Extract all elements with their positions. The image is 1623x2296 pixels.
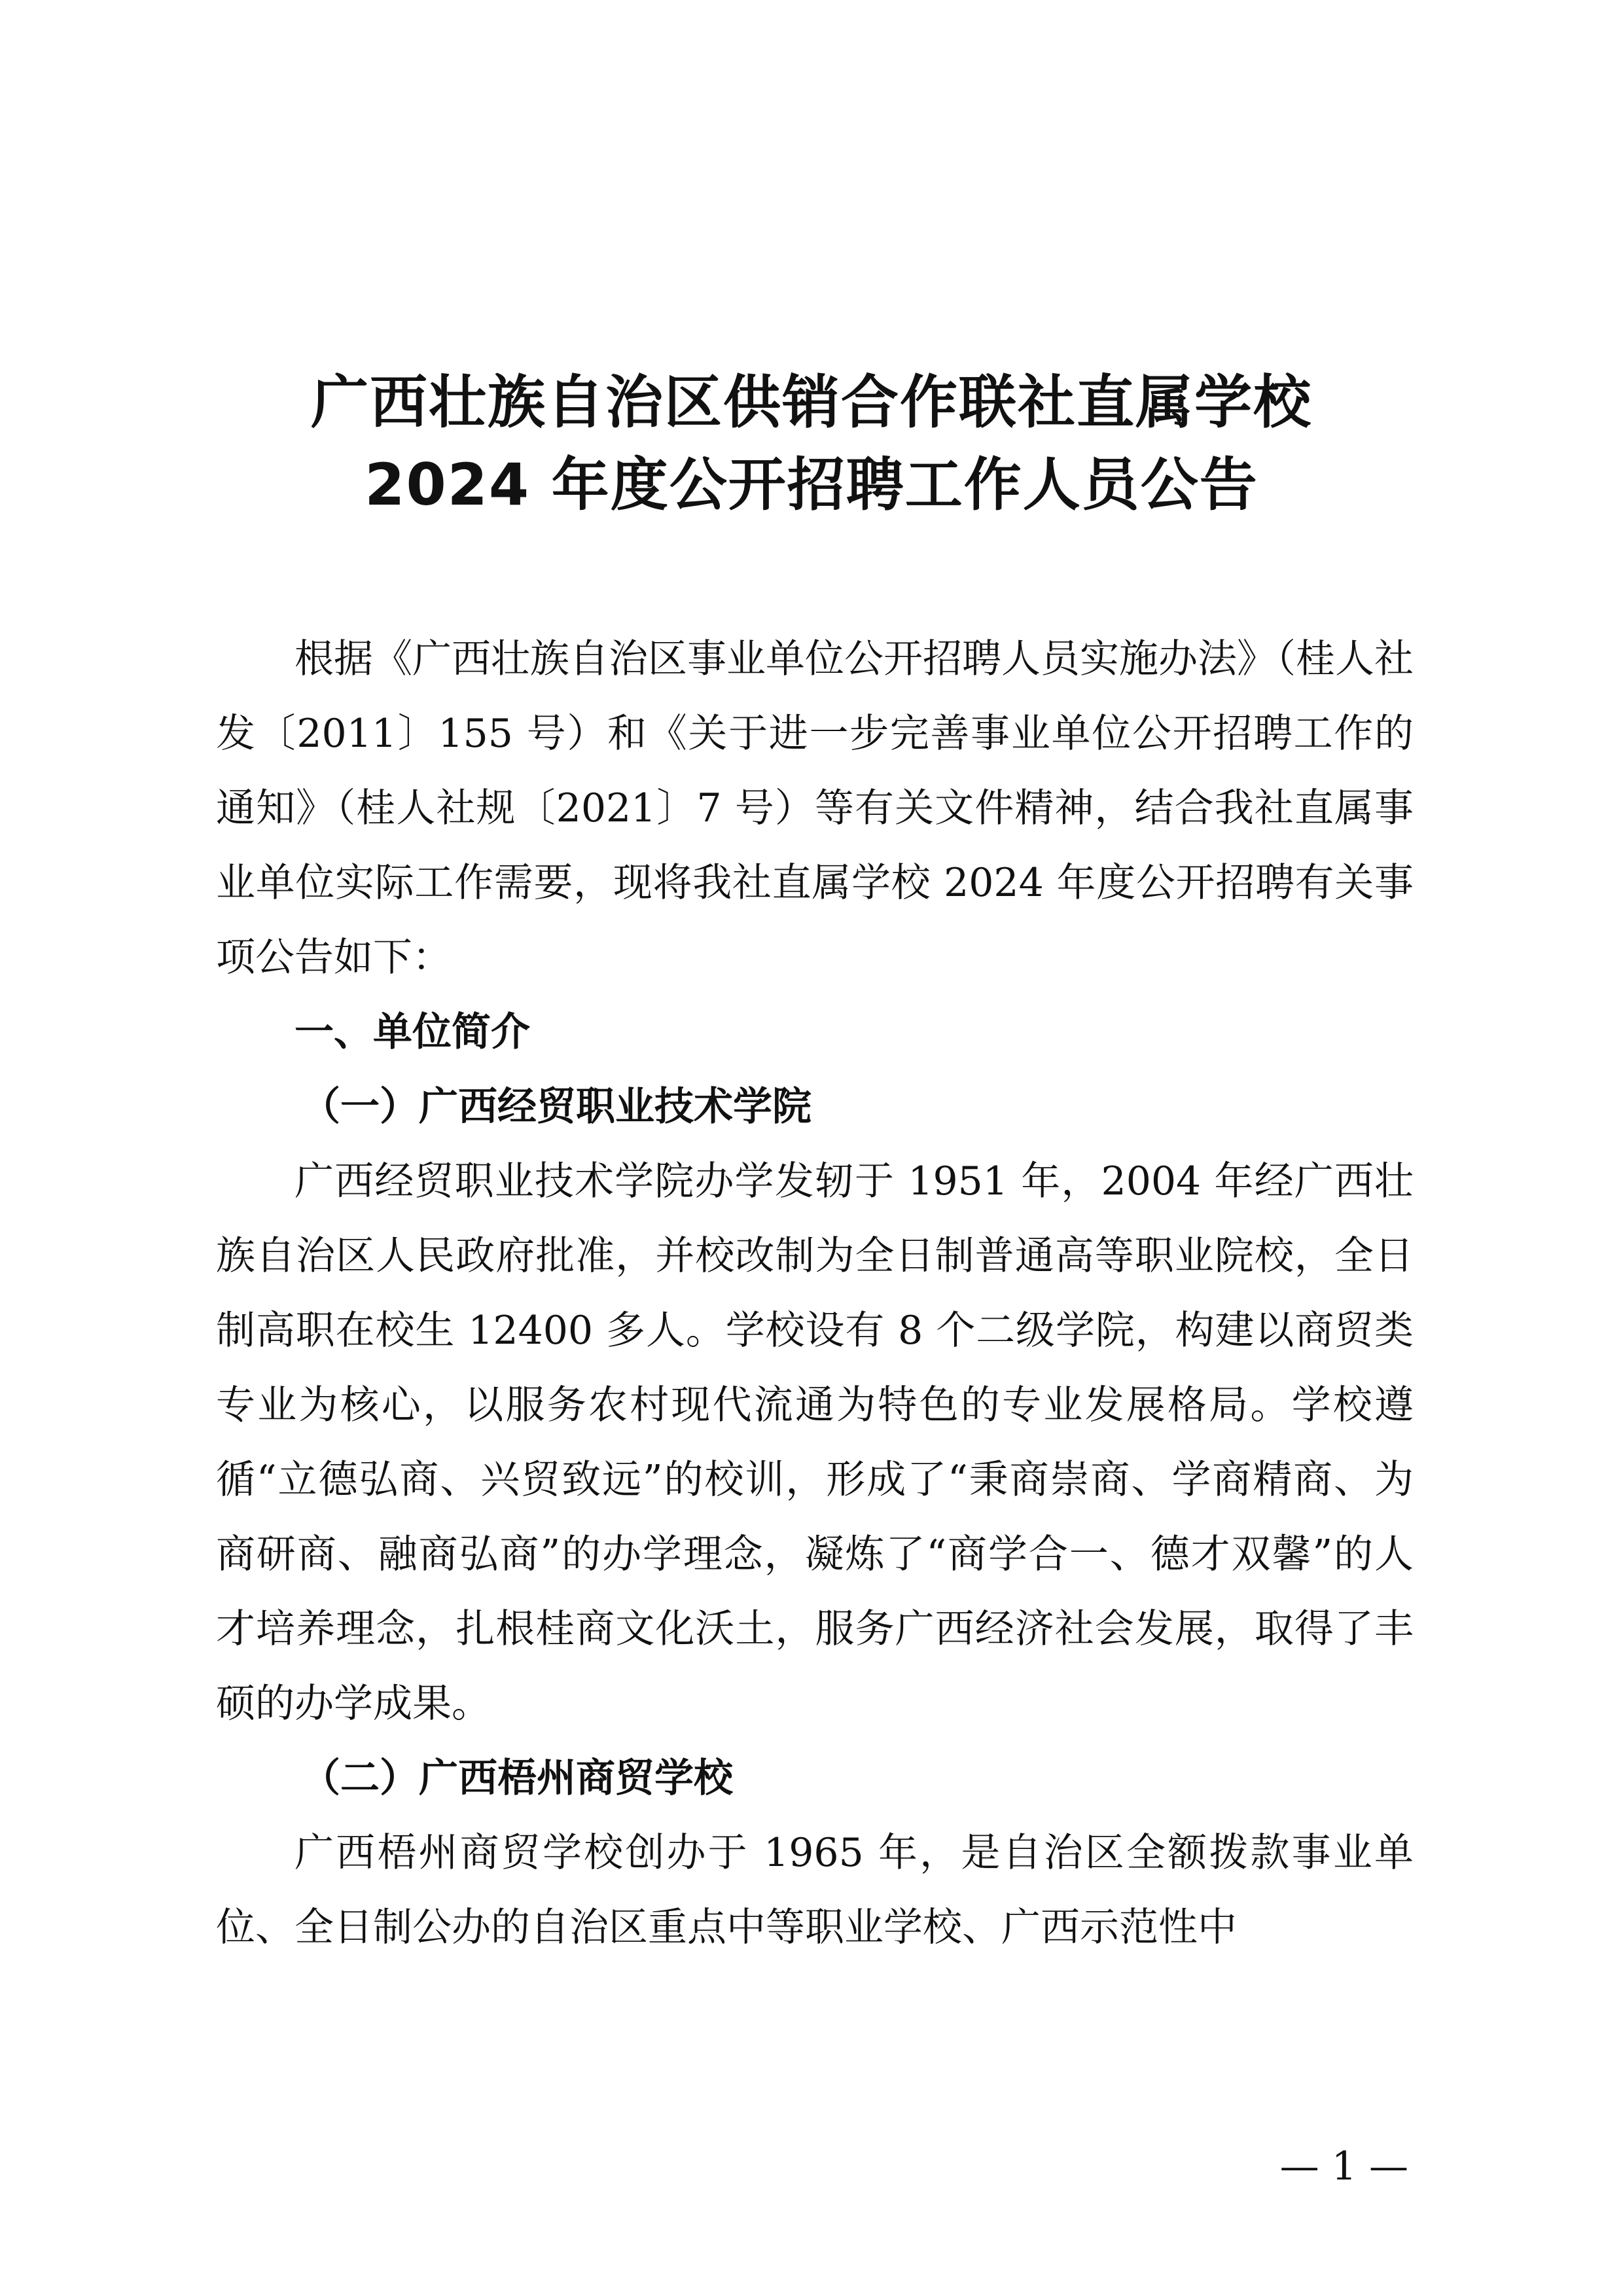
document-body bbox=[216, 622, 1414, 1965]
subsection-heading-school: （二）广西梧州商贸学校 bbox=[301, 1755, 733, 1801]
intro-paragraph: 根据《广西壮族自治区事业单位公开招聘人员实施办法》（桂人社发〔2011〕155 号）和《关于进一步完善事业单位公开招聘工作的通知》（桂人社规〔2021〕7 号）等有关文件精神，结合我社直属事业单位实际工作需要，现将我社直属学校 2024 年度公开招聘有关事项公告如下： bbox=[216, 636, 1414, 980]
document-title-line-1: 广西壮族自治区供销合作联社直属学校 bbox=[310, 368, 1312, 436]
school-paragraph: 广西梧州商贸学校创办于 1965 年，是自治区全额拨款事业单位、全日制公办的自治区重点中等职业学校、广西示范性中 bbox=[216, 1830, 1414, 1950]
page-number: — 1 — bbox=[1279, 2144, 1408, 2189]
college-paragraph: 广西经贸职业技术学院办学发轫于 1951 年，2004 年经广西壮族自治区人民政府批准，并校改制为全日制普通高等职业院校，全日制高职在校生 12400 多人。学校设有 8 个二级学院，构建以商贸类专业为核心，以服务农村现代流通为特色的专业发展格局。学校遵循“立德弘商、兴贸致远”的校训，形成了“秉商崇商、学商精商、为商研商、融商弘商”的办学理念，凝炼了“商学合一、德才双馨”的人才培养理念，扎根桂商文化沃土，服务广西经济社会发展，取得了丰硕的办学成果。 bbox=[216, 1158, 1414, 1727]
subsection-heading-college: （一）广西经贸职业技术学院 bbox=[301, 1084, 812, 1130]
document-title-line-2: 2024 年度公开招聘工作人员公告 bbox=[365, 451, 1258, 518]
section-heading-unit-intro: 一、单位简介 bbox=[294, 1009, 530, 1055]
